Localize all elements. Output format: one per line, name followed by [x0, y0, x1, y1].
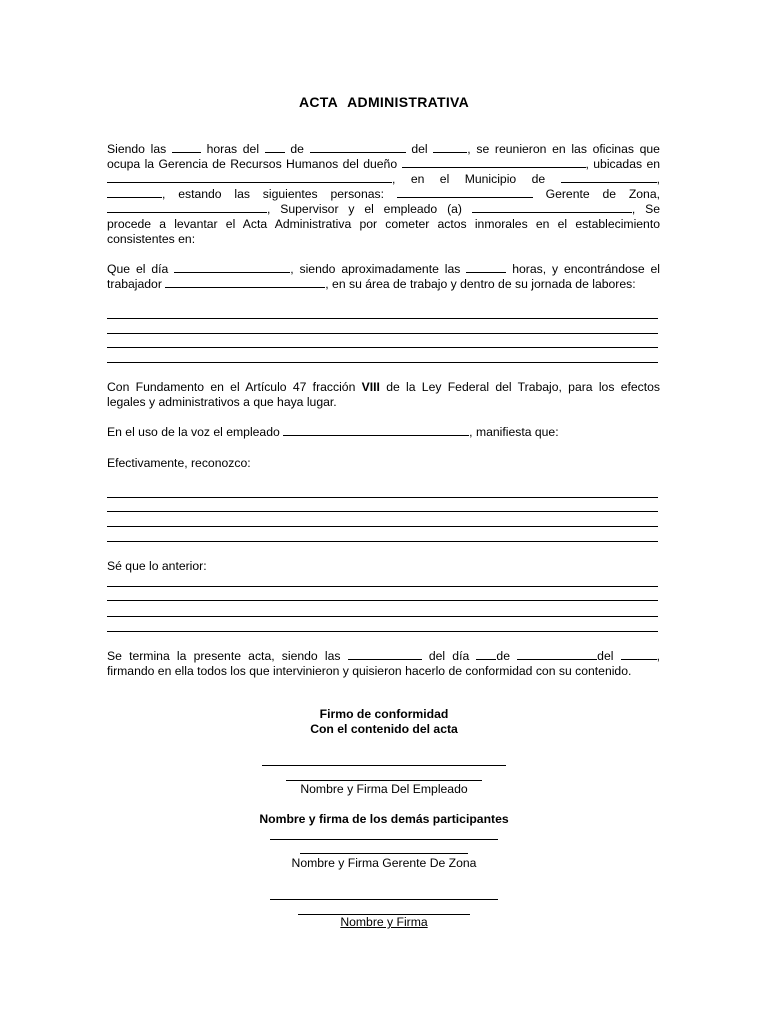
writing-line[interactable]: [107, 631, 658, 632]
signature-line[interactable]: [270, 839, 498, 840]
text: Se termina la presente acta, siendo las: [107, 649, 341, 663]
text: , Se: [631, 202, 661, 216]
text: Siendo las: [107, 142, 167, 156]
writing-line[interactable]: [107, 362, 658, 363]
signature-line[interactable]: [286, 780, 482, 781]
blank-field-closing-month[interactable]: [517, 649, 597, 660]
blank-field-supervisor[interactable]: [107, 202, 267, 213]
blank-field-day[interactable]: [265, 142, 285, 153]
blank-field-address[interactable]: [107, 172, 392, 183]
text: ,: [392, 172, 396, 186]
text: Nombre y Firma: [340, 915, 428, 929]
blank-field-employee[interactable]: [472, 202, 632, 213]
blank-field-employee-name[interactable]: [283, 425, 469, 436]
paragraph-closing: [107, 649, 660, 679]
roman-numeral: VIII: [361, 380, 380, 394]
text: del día: [428, 649, 470, 663]
paragraph-acknowledge: Efectivamente, reconozco:: [107, 456, 251, 470]
text: del: [597, 649, 614, 663]
signature-heading-2: Con el contenido del acta: [310, 722, 458, 736]
blank-field-month[interactable]: [310, 142, 406, 153]
text: Con Fundamento en el Artículo 47 fracción: [107, 380, 356, 394]
writing-line[interactable]: [107, 318, 658, 319]
text: , Supervisor y el empleado (a): [267, 202, 462, 216]
writing-line[interactable]: [107, 511, 658, 512]
paragraph-legal-basis: [107, 380, 660, 410]
signature-label-zone-manager: Nombre y Firma Gerente De Zona: [291, 856, 477, 870]
text: En el uso de la voz el empleado: [107, 425, 280, 439]
text: firmando en ella todos los que intervinieron y quisieron hacerlo de conformidad con su contenido.: [107, 664, 632, 678]
text: , ubicadas en: [585, 157, 660, 171]
text: , siendo aproximadamente las: [290, 262, 461, 276]
paragraph-opening: [107, 142, 660, 247]
blank-field-worker[interactable]: [165, 277, 325, 288]
blank-field-closing-day[interactable]: [476, 649, 496, 660]
blank-field-closing-year[interactable]: [621, 649, 657, 660]
text: ,: [656, 172, 661, 186]
text: trabajador: [107, 277, 162, 291]
blank-field-closing-hours[interactable]: [348, 649, 422, 660]
text: legales y administrativos a que haya lugar.: [107, 395, 337, 409]
signature-heading-1: Firmo de conformidad: [319, 707, 449, 721]
text: Que el día: [107, 262, 169, 276]
text: en el Municipio de: [410, 172, 546, 186]
text: horas, y encontrándose el: [512, 262, 661, 276]
text: , se reunieron en las oficinas que: [467, 142, 660, 156]
signature-label-generic: [0, 915, 768, 930]
participants-heading: Nombre y firma de los demás participantes: [259, 812, 509, 826]
text: de la Ley Federal del Trabajo, para los efectos: [386, 380, 660, 394]
blank-field-year[interactable]: [433, 142, 467, 153]
signature-line[interactable]: [270, 899, 498, 900]
signature-line[interactable]: [262, 765, 506, 766]
text: procede a levantar el Acta Administrativa por cometer actos inmorales en el establecimiento: [107, 217, 660, 231]
writing-line[interactable]: [107, 526, 658, 527]
paragraph-previous: Sé que lo anterior:: [107, 559, 207, 573]
blank-field-incident-hours[interactable]: [466, 262, 506, 273]
writing-line[interactable]: [107, 616, 658, 617]
text: de: [290, 142, 304, 156]
blank-field-zone-manager[interactable]: [397, 187, 533, 198]
text: consistentes en:: [107, 232, 196, 246]
writing-line[interactable]: [107, 586, 658, 587]
writing-line[interactable]: [107, 541, 658, 542]
blank-field-municipality[interactable]: [561, 172, 657, 183]
blank-field-hours[interactable]: [172, 142, 201, 153]
writing-line[interactable]: [107, 497, 658, 498]
text: del: [411, 142, 428, 156]
paragraph-incident: [107, 262, 660, 292]
signature-label-employee: Nombre y Firma Del Empleado: [300, 782, 468, 796]
text: , estando las siguientes personas:: [162, 187, 384, 201]
blank-field-location[interactable]: [107, 187, 162, 198]
blank-field-incident-day[interactable]: [174, 262, 290, 273]
signature-line[interactable]: [300, 853, 468, 854]
writing-line[interactable]: [107, 600, 658, 601]
text: , manifiesta que:: [469, 425, 559, 439]
writing-line[interactable]: [107, 347, 658, 348]
text: Gerente de Zona,: [545, 187, 660, 201]
text: ocupa la Gerencia de Recursos Humanos del dueño: [107, 157, 398, 171]
document-title: ACTA ADMINISTRATIVA: [298, 94, 470, 110]
blank-field-owner[interactable]: [402, 157, 586, 168]
writing-line[interactable]: [107, 333, 658, 334]
text: horas del: [206, 142, 260, 156]
text: de: [496, 649, 510, 663]
text: , en su área de trabajo y dentro de su jornada de labores:: [325, 277, 636, 291]
text: ,: [656, 649, 661, 663]
paragraph-employee-voice: [107, 425, 660, 440]
